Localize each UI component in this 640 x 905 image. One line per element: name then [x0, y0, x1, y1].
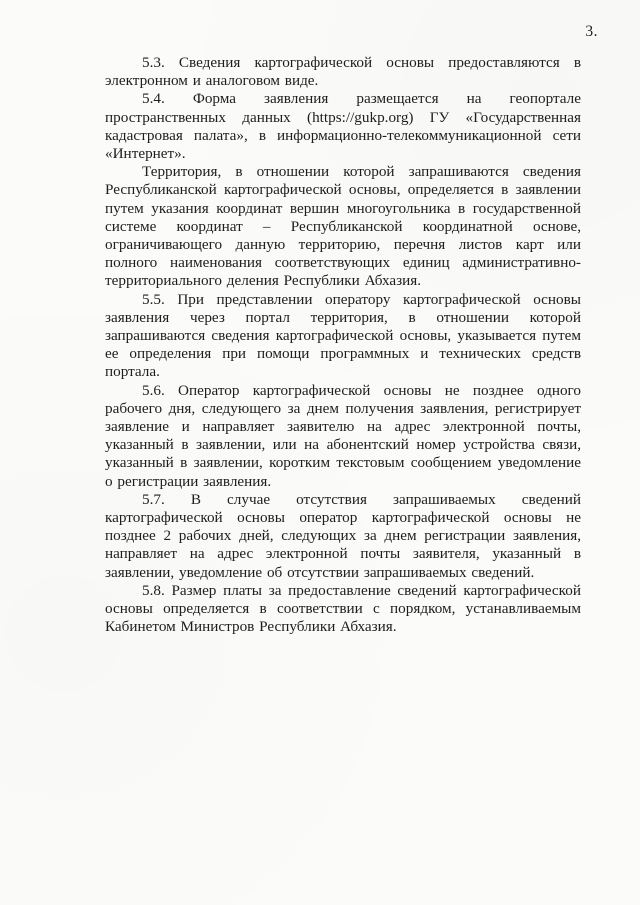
paragraph-5-8: 5.8. Размер платы за предоставление сведений картографической основы определяется в соответствии с порядком, устанавливаемым Кабинетом Министров Республики Абхазия. [105, 581, 581, 636]
paragraph-5-7: 5.7. В случае отсутствия запрашиваемых сведений картографической основы оператор картографической основы не позднее 2 рабочих дней, следующих за днем регистрации заявления, направляет на адрес электронной почты заявителя, указанный в заявлении, уведомление об отсутствии запрашиваемых сведений. [105, 490, 581, 581]
document-body-text [105, 54, 581, 637]
paragraph-territory: Территория, в отношении которой запрашиваются сведения Республиканской картографической основы, определяется в заявлении путем указания координат вершин многоугольника в государственной системе координат – Республиканской координатной основе, ограничивающего данную территорию, перечня листов карт или полного наименования соответствующих единиц административно-территориального деления Республики Абхазия. [105, 163, 581, 290]
paragraph-5-6: 5.6. Оператор картографической основы не позднее одного рабочего дня, следующего за днем получения заявления, регистрирует заявление и направляет заявителю на адрес электронной почты, указанный в заявлении, или на абонентский номер устройства связи, указанный в заявлении, коротким текстовым сообщением уведомление о регистрации заявления. [105, 381, 581, 490]
paragraph-5-4: 5.4. Форма заявления размещается на геопортале пространственных данных (https://gukp.org) ГУ «Государственная кадастровая палата», в информационно-телекоммуникационной сети «Интернет». [105, 90, 581, 163]
paragraph-5-3: 5.3. Сведения картографической основы предоставляются в электронном и аналоговом виде. [105, 54, 581, 90]
paragraph-5-5: 5.5. При представлении оператору картографической основы заявления через портал территория, в отношении которой запрашиваются сведения картографической основы, указывается путем ее определения при помощи программных и технических средств портала. [105, 290, 581, 381]
page-number: 3. [585, 23, 598, 40]
